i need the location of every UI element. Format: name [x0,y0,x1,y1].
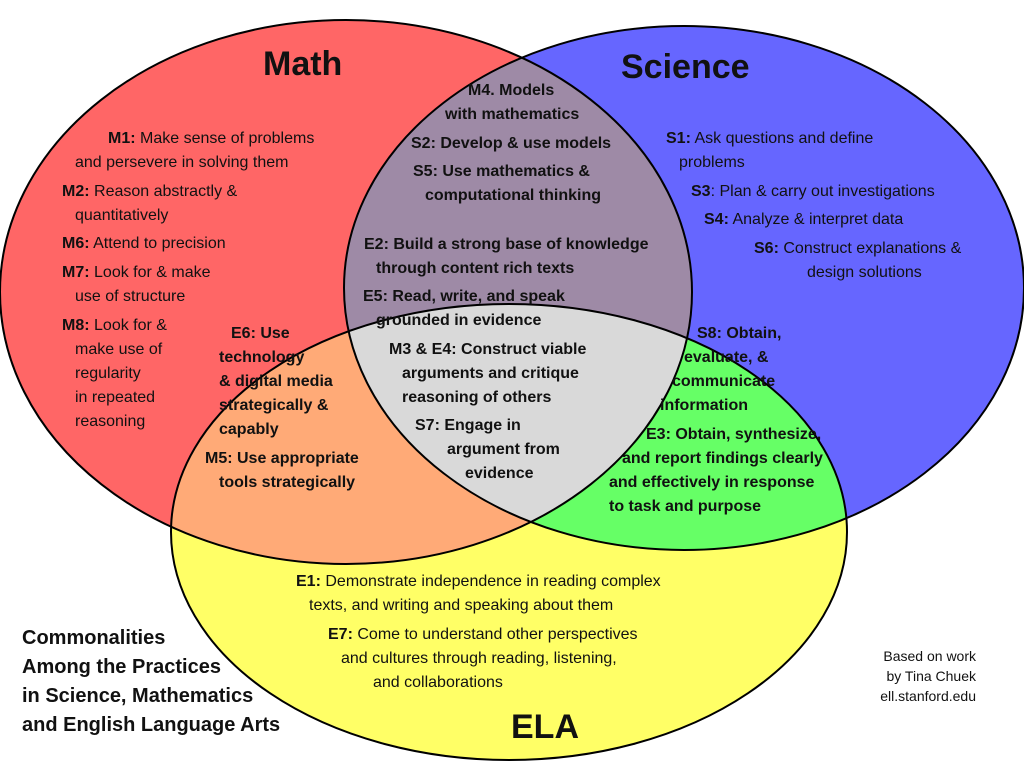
science-title: Science [621,48,750,86]
diagram-title-line: and English Language Arts [22,714,281,736]
practice-m2-cont: quantitatively [75,207,169,224]
practice-e5-cont: grounded in evidence [376,312,542,329]
practice-e6-cont: strategically & [219,397,329,414]
practice-s8: S8: Obtain, [697,325,782,342]
practice-e1: E1: Demonstrate independence in reading complex [296,573,661,590]
practice-s5-cont: computational thinking [425,187,601,204]
ela-title: ELA [511,708,579,746]
practice-e6-cont: technology [219,349,305,366]
practice-e3-cont: and effectively in response [609,474,815,491]
credit-line: by Tina Chuek [886,668,976,684]
practice-m6: M6: Attend to precision [62,235,226,252]
practice-m8-cont: regularity [75,365,141,382]
practice-s7: S7: Engage in [415,417,521,434]
practice-e6-cont: & digital media [219,373,333,390]
math-title: Math [263,45,343,83]
practice-e3: E3: Obtain, synthesize, [646,426,822,443]
credit-source: ell.stanford.edu [880,688,976,704]
practice-e3-cont: to task and purpose [609,498,762,515]
practice-s8-cont: information [660,397,748,414]
practice-e6-cont: capably [219,421,279,438]
practice-m8-cont: make use of [75,341,163,358]
diagram-title-line: Among the Practices [22,656,221,678]
practice-code: S1: [666,130,691,147]
diagram-title-line: Commonalities [22,627,166,649]
diagram-title-line: in Science, Mathematics [22,685,254,707]
practice-m5: M5: Use appropriate [205,450,359,467]
practice-m7: M7: Look for & make [62,264,211,281]
practice-code: M1: [108,130,136,147]
practice-m4-cont: with mathematics [445,106,580,123]
practice-m8-cont: reasoning [75,413,146,430]
practice-code: E1: [296,573,321,590]
practice-s7-cont: evidence [465,465,534,482]
practice-e1-cont: texts, and writing and speaking about them [309,597,614,614]
practice-e7: E7: Come to understand other perspectives [328,626,638,643]
practice-s6-cont: design solutions [807,264,922,281]
practice-code: S4: [704,211,729,228]
practice-s8-cont: communicate [672,373,776,390]
practice-m3-e4-cont: arguments and critique [402,365,579,382]
practice-m3-e4-cont: reasoning of others [402,389,552,406]
practice-s1: S1: Ask questions and define [666,130,874,147]
practice-code: M7: [62,264,90,281]
practice-code: M8: [62,317,90,334]
practice-m1-cont: and persevere in solving them [75,154,289,171]
practice-s5: S5: Use mathematics & [413,163,590,180]
practice-s2: S2: Develop & use models [411,135,612,152]
practice-code: S6: [754,240,779,257]
practice-code: S3 [691,183,711,200]
practice-m5-cont: tools strategically [219,474,356,491]
practice-s4: S4: Analyze & interpret data [704,211,904,228]
practice-e7-cont: and cultures through reading, listening, [341,650,617,667]
practice-e5: E5: Read, write, and speak [363,288,565,305]
practice-s1-cont: problems [679,154,745,171]
practice-m8-cont: in repeated [75,389,156,406]
credit-line: Based on work [883,648,976,664]
practice-m8: M8: Look for & [62,317,167,334]
practice-m7-cont: use of structure [75,288,186,305]
practice-m4: M4. Models [468,82,555,99]
practice-e2-cont: through content rich texts [376,260,575,277]
practice-m2: M2: Reason abstractly & [62,183,238,200]
practice-e2: E2: Build a strong base of knowledge [364,236,649,253]
practice-code: E7: [328,626,353,643]
practice-e7-cont: and collaborations [373,674,503,691]
practice-e6: E6: Use [231,325,290,342]
practice-s6: S6: Construct explanations & [754,240,962,257]
practice-s8-cont: evaluate, & [684,349,769,366]
practice-s7-cont: argument from [447,441,560,458]
practice-code: M2: [62,183,90,200]
practice-s3: S3: Plan & carry out investigations [691,183,935,200]
practice-code: M6: [62,235,90,252]
practice-m3-e4: M3 & E4: Construct viable [389,341,587,358]
practice-e3-cont: and report findings clearly [622,450,823,467]
practice-m1: M1: Make sense of problems [108,130,315,147]
